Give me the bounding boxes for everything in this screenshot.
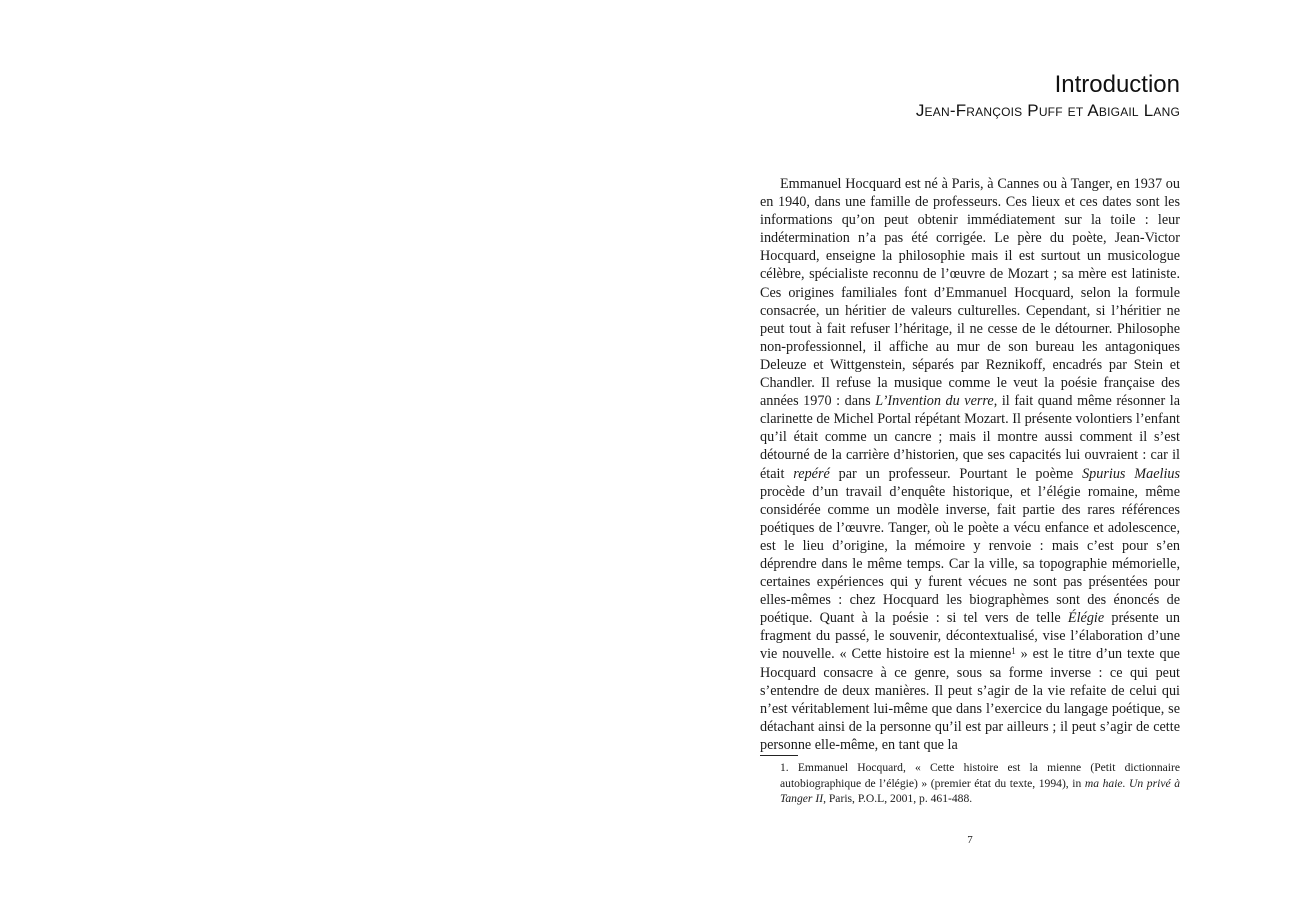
chapter-heading bbox=[916, 70, 1180, 122]
body-text bbox=[760, 175, 1180, 754]
body-segment: procède d’un travail d’enquête historique, et l’élégie romaine, même considérée comme un modèle inverse, fait partie des rares références poétiques de l’œuvre. Tanger, où le poète a vécu enfance et adolescence, est le lieu d’origine, la mémoire y renvoie : mais c’est pour s’en déprendre dans le même temps. Car la ville, sa topographie mémorielle, certaines expériences qui y furent vécues ne sont pas présentées pour elles-mêmes : chez Hocquard les biographèmes sont des énoncés de poétique. Quant à la poésie : si tel vers de telle bbox=[760, 483, 1180, 627]
italic-title-invention-du-verre: L’Invention du verre bbox=[875, 393, 994, 410]
chapter-authors: Jean-François Puff et Abigail Lang bbox=[915, 101, 1180, 120]
italic-word-repere: repéré bbox=[793, 465, 830, 482]
italic-title-spurius-maelius: Spurius Maelius bbox=[1082, 465, 1180, 482]
book-page bbox=[760, 0, 1180, 913]
body-segment: par un professeur. Pourtant le poème bbox=[829, 465, 1083, 482]
footnote bbox=[760, 760, 1180, 807]
footnote-separator bbox=[760, 755, 798, 756]
footnote-italic-title: ma haie. Un privé à Tanger II bbox=[780, 776, 1180, 805]
italic-title-elegie: Élégie bbox=[1067, 610, 1105, 627]
chapter-title: Introduction bbox=[1054, 71, 1180, 98]
body-segment: présente un fragment du passé, le souvenir, décontextualisé, vise l’élaboration d’une vie nouvelle. « Cette histoire est la mienne bbox=[760, 610, 1180, 663]
body-segment: » est le titre d’un texte que Hocquard consacre à ce genre, sous sa forme inverse : ce qui peut s’entendre de deux manières. Il peut s’agir de la vie refaite de celui qui n’est véritablement lui-même que dans l’exercice du langage poétique, se détachant ainsi de la personne qu’il est par ailleurs ; il peut s’agir de cette personne elle-même, en tant que la bbox=[760, 646, 1180, 753]
footnote-reference[interactable]: 1 bbox=[1011, 646, 1016, 657]
body-paragraph bbox=[760, 175, 1180, 754]
body-segment: , il fait quand même résonner la clarinette de Michel Portal répétant Mozart. Il présente volontiers l’enfant qu’il était comme un cancre ; mais il montre aussi comment il s’est détourné de la carrière d’historien, que ses capacités lui ouvraient : car il était bbox=[760, 393, 1180, 482]
body-segment: Emmanuel Hocquard est né à Paris, à Cannes ou à Tanger, en 1937 ou en 1940, dans une famille de professeurs. Ces lieux et ces dates sont les informations qu’on peut obtenir immédiatement sur la toile : leur indétermination n’a pas été corrigée. Le père du poète, Jean-Victor Hocquard, enseigne la philosophie mais il est surtout un musicologue célèbre, spécialiste reconnu de l’œuvre de Mozart ; sa mère est latiniste. Ces origines familiales font d’Emmanuel Hocquard, selon la formule consacrée, un héritier de valeurs culturelles. Cependant, si l’héritier ne peut tout à fait refuser l’héritage, il ne cesse de le détourner. Philosophe non-professionnel, il affiche au mur de son bureau les antagoniques Deleuze et Wittgenstein, séparés par Reznikoff, encadrés par Stein et Chandler. Il refuse la musique comme le veut la poésie française des années 1970 : dans bbox=[760, 176, 1180, 410]
page-number: 7 bbox=[967, 834, 973, 846]
footnote-text: 1. Emmanuel Hocquard, « Cette histoire est la mienne (Petit dictionnaire autobiographique de l’élégie) » (premier état du texte, 1994), in bbox=[780, 761, 1180, 790]
footnote-text: , Paris, P.O.L, 2001, p. 461-488. bbox=[823, 792, 973, 805]
